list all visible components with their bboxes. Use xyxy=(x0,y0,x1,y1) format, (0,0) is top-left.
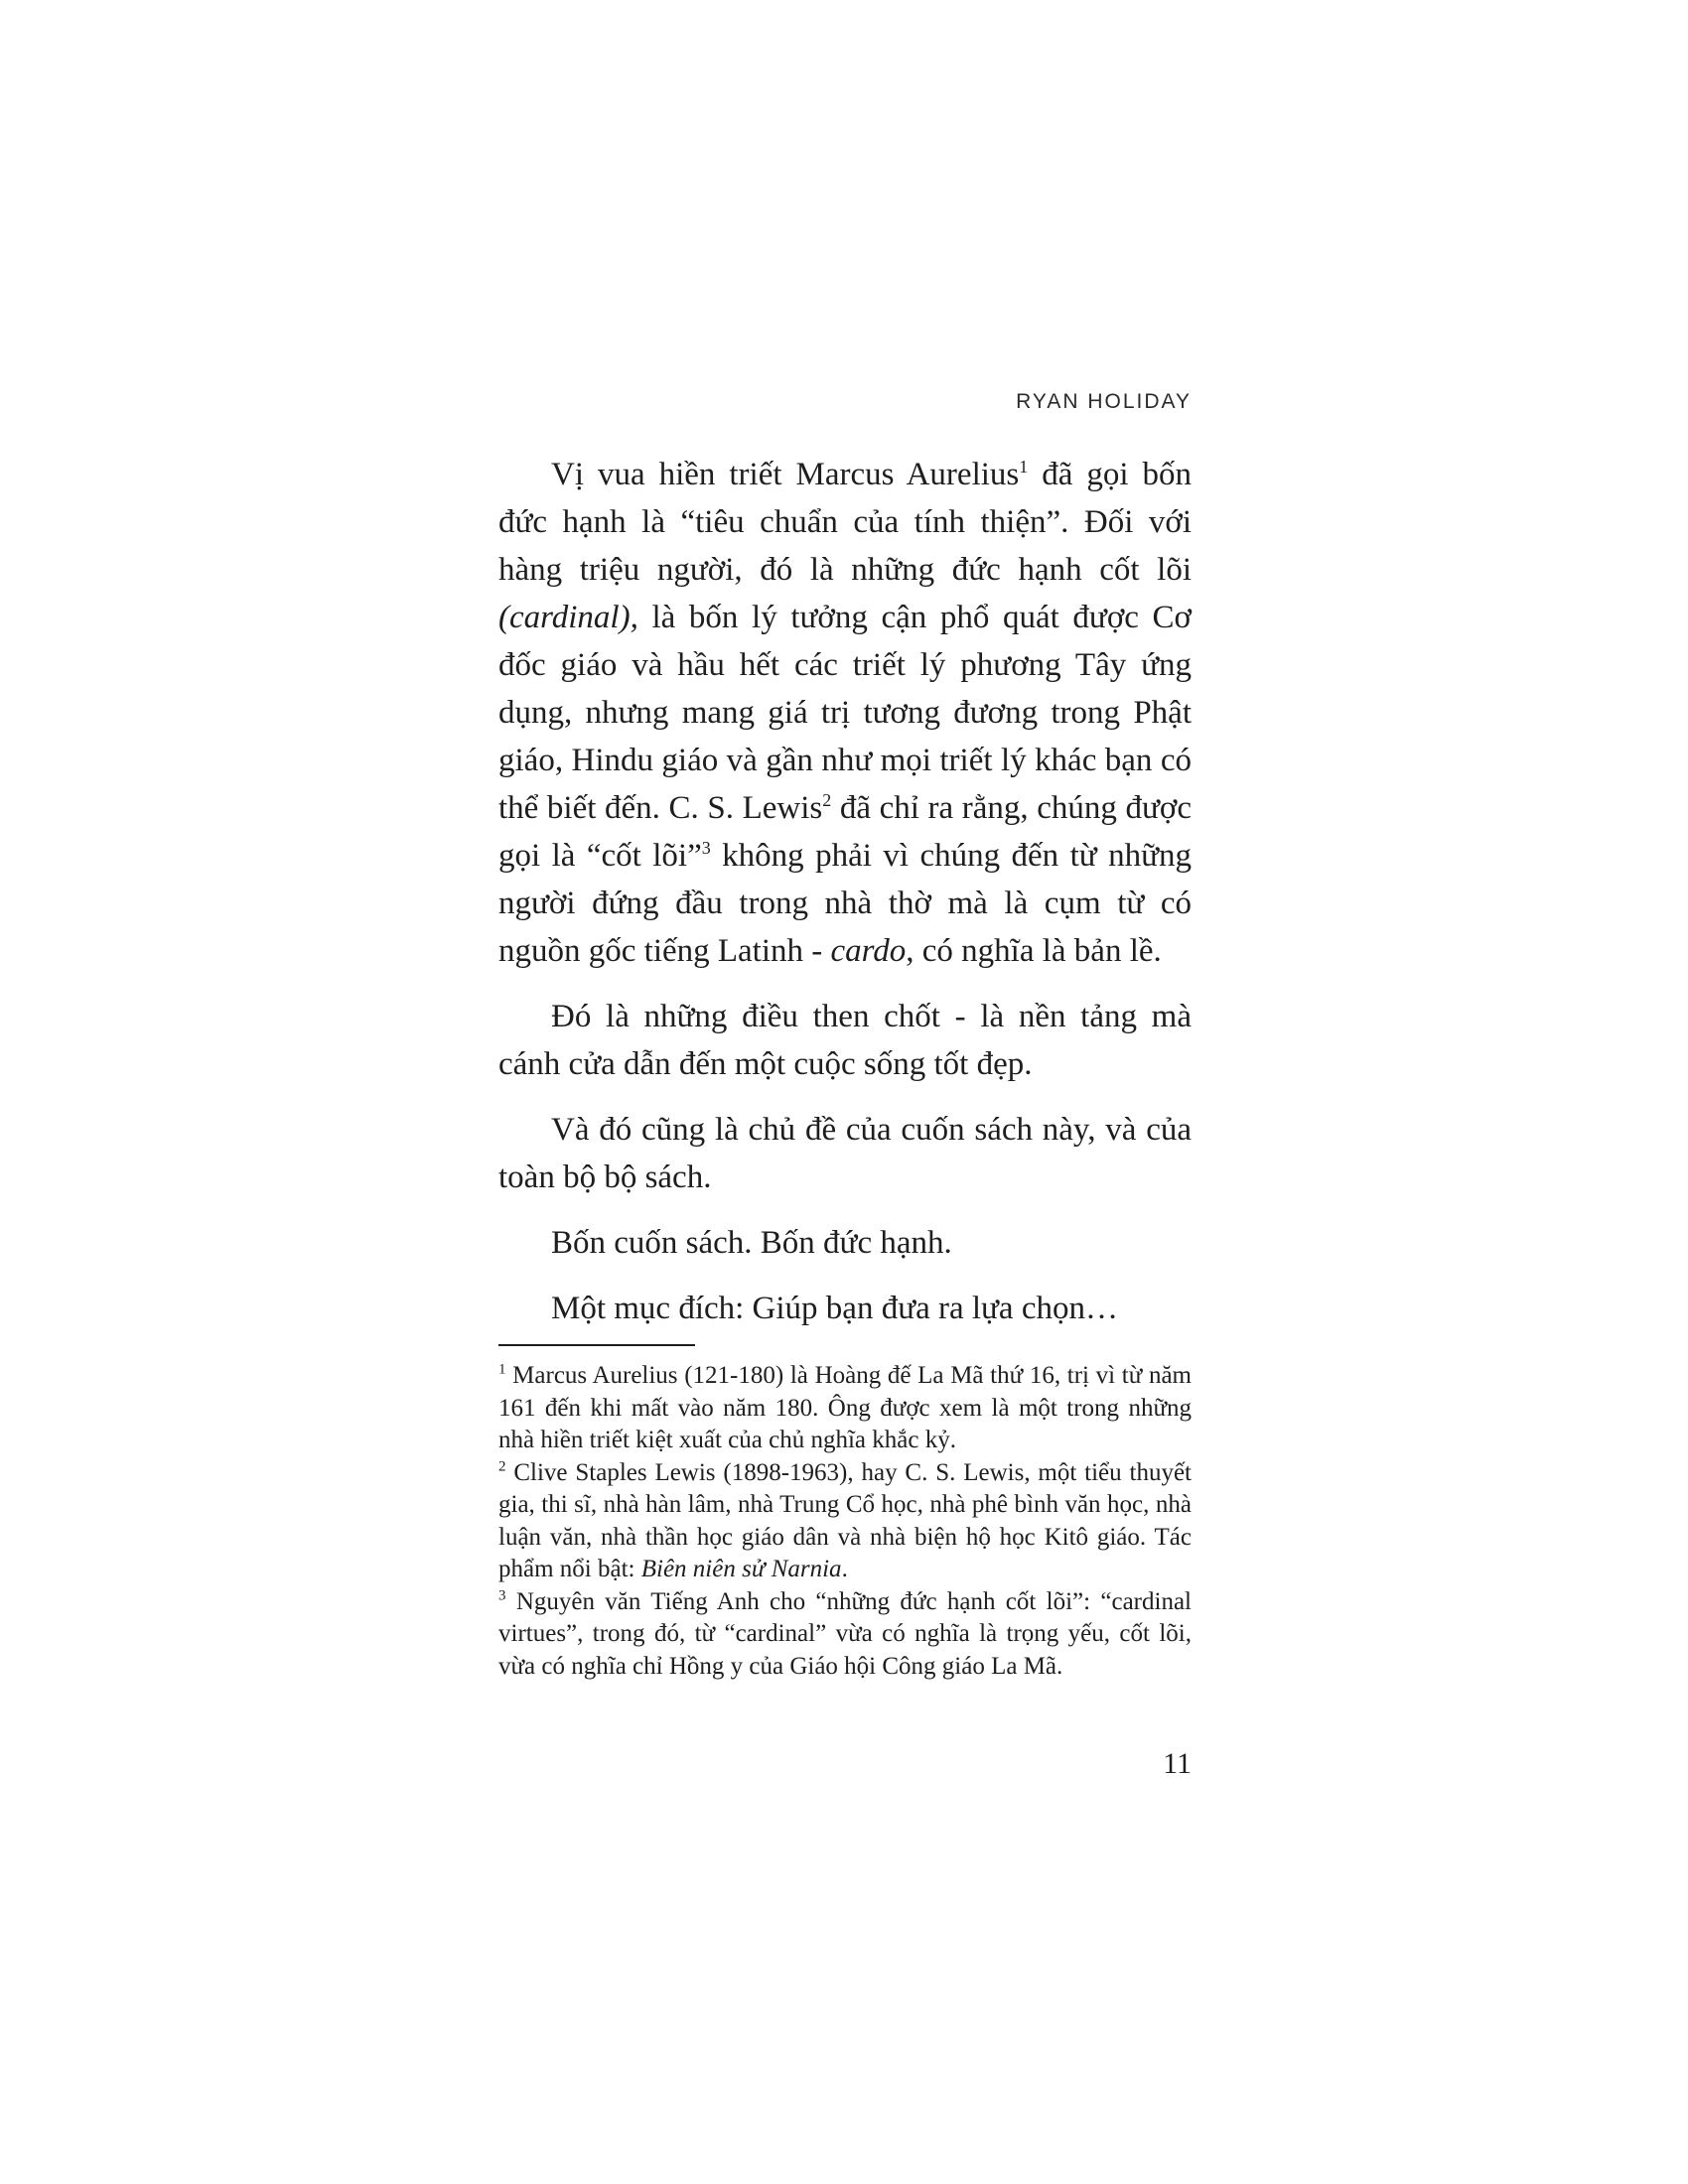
paragraph-1-italic-cardinal: (cardinal), xyxy=(498,600,638,635)
footnote-3-text: Nguyên văn Tiếng Anh cho “những đức hạnh cốt lõi”: “cardinal virtues”, trong đó, từ “cardinal” vừa có nghĩa là trọng yếu, cốt lõi, vừa có nghĩa chỉ Hồng y của Giáo hội Công giáo La Mã. xyxy=(498,1587,1192,1680)
footnote-1-text: Marcus Aurelius (121-180) là Hoàng đế La Mã thứ 16, trị vì từ năm 161 đến khi mất vào năm 180. Ông được xem là một trong những nhà hiền triết kiệt xuất của chủ nghĩa khắc kỷ. xyxy=(498,1362,1192,1453)
paragraph-1-text-e: không phải vì chúng đến từ những người đứng đầu trong nhà thờ mà là cụm từ có nguồn gốc tiếng Latinh - xyxy=(498,838,1192,969)
footnote-number-1: 1 xyxy=(498,1361,506,1378)
paragraph-1-text-a: Vị vua hiền triết Marcus Aurelius xyxy=(551,457,1020,492)
paragraph-1-text-f: , có nghĩa là bản lề. xyxy=(906,933,1162,969)
paragraph-3: Và đó cũng là chủ đề của cuốn sách này, và của toàn bộ bộ sách. xyxy=(498,1112,1192,1195)
paragraph-2: Đó là những điều then chốt - là nền tảng mà cánh cửa dẫn đến một cuộc sống tốt đẹp. xyxy=(498,999,1192,1082)
page-number: 11 xyxy=(1163,1747,1192,1780)
paragraph-1-text-c: là bốn lý tưởng cận phổ quát được Cơ đốc giáo và hầu hết các triết lý phương Tây ứng dụng, nhưng mang giá trị tương đương trong Phật giáo, Hindu giáo và gần như mọi triết lý khác bạn có thể biết đến. C. S. Lewis xyxy=(498,600,1192,826)
footnote-3 xyxy=(498,1586,1192,1684)
footnote-number-2: 2 xyxy=(498,1458,506,1475)
footnotes xyxy=(498,1360,1192,1683)
running-head: RYAN HOLIDAY xyxy=(1016,390,1192,413)
footnote-2-italic-title: Biên niên sử Narnia xyxy=(640,1556,842,1582)
paragraph-1-italic-cardo: cardo xyxy=(830,933,907,969)
footnote-2-text: Clive Staples Lewis (1898-1963), hay C. S. Lewis, một tiểu thuyết gia, thi sĩ, nhà hàn lâm, nhà Trung Cổ học, nhà phê bình văn học, nhà luận văn, nhà thần học giáo dân và nhà biện hộ học Kitô giáo. Tác phẩm nổi bật: xyxy=(498,1458,1192,1582)
footnote-ref-3: 3 xyxy=(701,838,711,858)
paragraph-1-text-d: đã chỉ ra rằng, chúng được gọi là “cốt lõi” xyxy=(498,790,1192,874)
footnote-divider xyxy=(498,1344,695,1346)
paragraph-5: Một mục đích: Giúp bạn đưa ra lựa chọn… xyxy=(551,1291,1118,1326)
footnote-number-3: 3 xyxy=(498,1587,506,1604)
paragraph-4: Bốn cuốn sách. Bốn đức hạnh. xyxy=(551,1225,952,1261)
footnote-ref-2: 2 xyxy=(822,790,832,810)
body-text xyxy=(498,451,1192,1332)
footnote-ref-1: 1 xyxy=(1019,457,1029,477)
footnote-1 xyxy=(498,1360,1192,1457)
footnote-2-end: . xyxy=(841,1556,848,1582)
footnote-2 xyxy=(498,1457,1192,1586)
paragraph-1 xyxy=(498,451,1192,975)
paragraph-1-text-b: đã gọi bốn đức hạnh là “tiêu chuẩn của tính thiện”. Đối với hàng triệu người, đó là những đức hạnh cốt lõi xyxy=(498,457,1192,588)
